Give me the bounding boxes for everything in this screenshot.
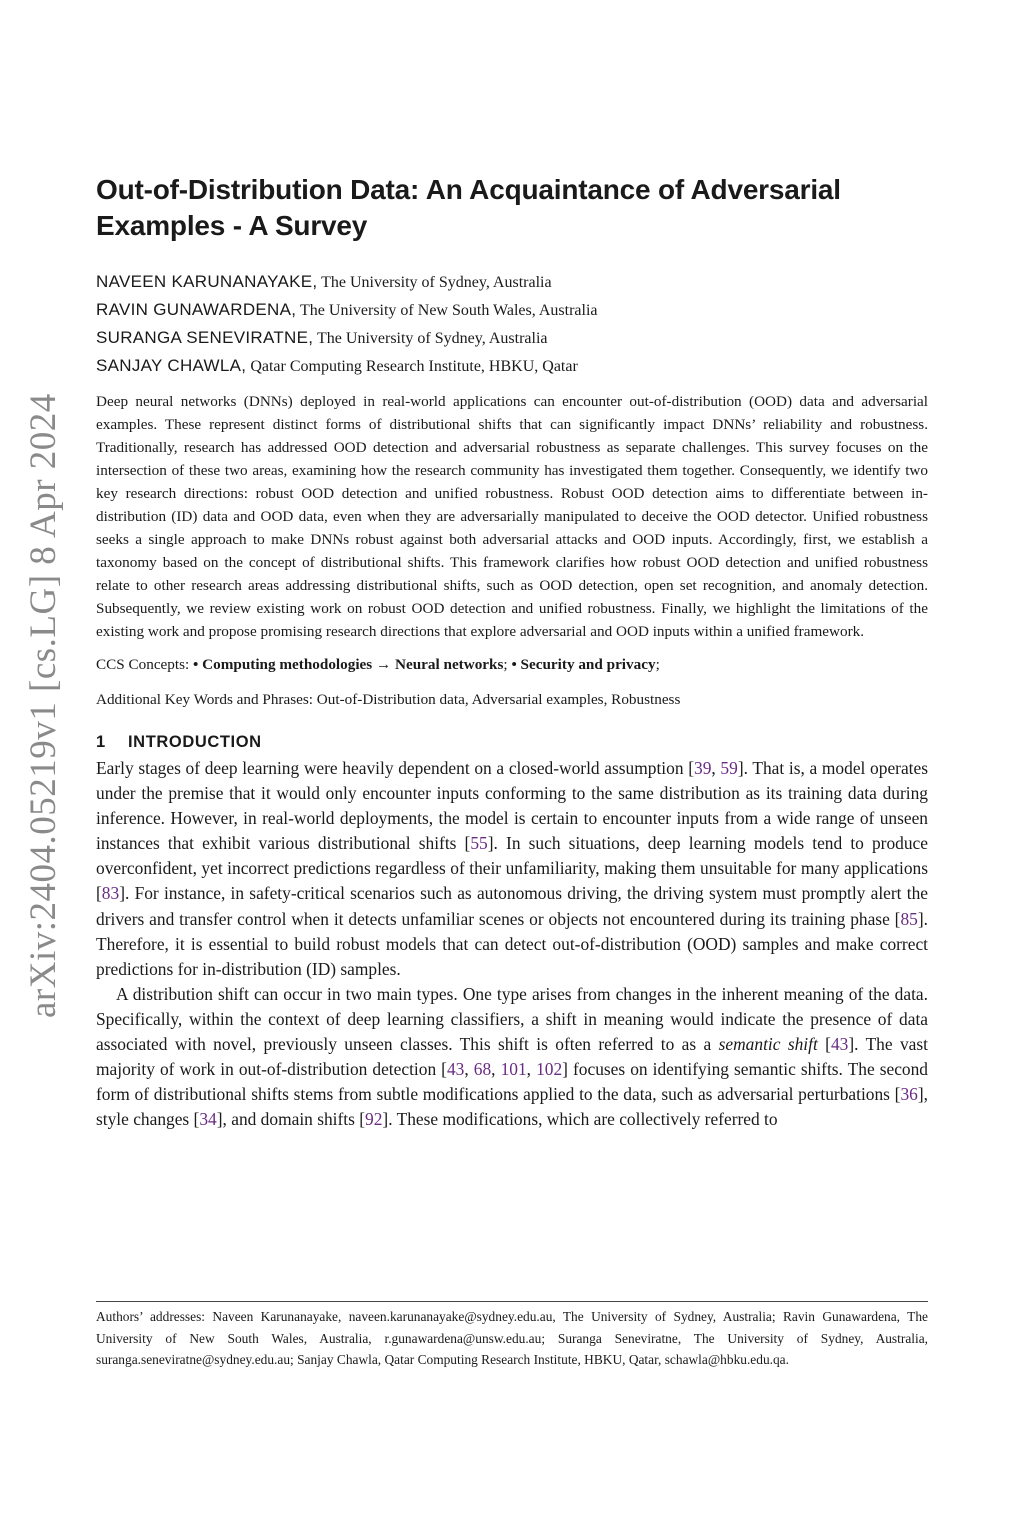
ccs-end: ; [655, 656, 660, 673]
ccs-arrow: → [372, 656, 395, 673]
author-affiliation: The University of New South Wales, Australia [296, 302, 598, 319]
citation-link[interactable]: 85 [900, 908, 918, 929]
author-line [96, 268, 928, 296]
author-line [96, 324, 928, 352]
ccs-concept-neural: Neural networks [394, 656, 504, 673]
citation-link[interactable]: 101 [500, 1059, 527, 1080]
citation-link[interactable]: 43 [446, 1059, 465, 1080]
author-name: NAVEEN KARUNANAYAKE, [96, 272, 318, 291]
ccs-separator: ; [503, 656, 512, 673]
keywords: Additional Key Words and Phrases: Out-of-Distribution data, Adversarial examples, Robustness [96, 691, 681, 708]
citation-link[interactable]: 36 [900, 1084, 918, 1105]
arxiv-identifier-stamp: arXiv:2404.05219v1 [cs.LG] 8 Apr 2024 [23, 393, 64, 1018]
citation-link[interactable]: 55 [470, 833, 488, 854]
author-list [96, 268, 928, 380]
authors-addresses-footnote [96, 1301, 928, 1371]
citation-link[interactable]: 34 [199, 1109, 217, 1130]
author-line [96, 296, 928, 324]
citation-link[interactable]: 102 [536, 1059, 563, 1080]
emphasis-semantic-shift: semantic shift [718, 1034, 818, 1055]
ccs-label: CCS Concepts: [96, 656, 194, 673]
ccs-concepts [96, 653, 928, 676]
author-name: SANJAY CHAWLA, [96, 356, 247, 375]
paragraph: A distribution shift can occur in two main types. One type arises from changes in the inherent meaning of the data. Specifically, within the context of deep learning classifiers, a shift in meaning would indicate the presence of data associated with novel, previously unseen classes. This shift is often referred to as a semantic shift [43]. The vast majority of work in out-of-distribution detection [43, 68, 101, 102] focuses on identifying semantic shifts. The second form of distributional shifts stems from subtle modifications applied to the data, such as adversarial perturbations [36], style changes [34], and domain shifts [92]. These modifications, which are collectively referred to [96, 983, 929, 1130]
citation-link[interactable]: 83 [101, 883, 120, 904]
citation-link[interactable]: 68 [473, 1059, 492, 1080]
section-title: INTRODUCTION [128, 733, 262, 751]
citation-link[interactable]: 59 [720, 758, 738, 778]
citation-link[interactable]: 43 [830, 1034, 849, 1055]
section-number: 1 [96, 733, 106, 751]
paper-page [96, 172, 928, 1132]
paper-title: Out-of-Distribution Data: An Acquaintance of Adversarial Examples - A Survey [96, 174, 841, 241]
author-line [96, 352, 928, 380]
ccs-bullet-computing: • Computing methodologies [193, 656, 373, 673]
section-heading [96, 733, 928, 752]
abstract-text: Deep neural networks (DNNs) deployed in real-world applications can encounter out-of-distribution (OOD) data and adversarial examples. These represent distinct forms of distributional shifts that can significantly impact DNNs’ reliability and robustness. Traditionally, research has addressed OOD detection and adversarial robustness as separate challenges. This survey focuses on the intersection of these two areas, examining how the research community has investigated them together. Consequently, we identify two key research directions: robust OOD detection and unified robustness. Robust OOD detection aims to differentiate between in-distribution (ID) data and OOD data, even when they are adversarially manipulated to deceive the OOD detector. Unified robustness seeks a single approach to make DNNs robust against both adversarial attacks and OOD inputs. Accordingly, first, we establish a taxonomy based on the concept of distributional shifts. This framework clarifies how robust OOD detection and unified robustness relate to other research areas addressing distributional shifts, such as OOD detection, open set recognition, and anomaly detection. Subsequently, we review existing work on robust OOD detection and unified robustness. Finally, we highlight the limitations of the existing work and propose promising research directions that explore adversarial and OOD inputs within a unified framework. [96, 393, 928, 640]
paragraph: Early stages of deep learning were heavily dependent on a closed-world assumption [39, 59]. That is, a model operates under the premise that it would only encounter inputs conforming to the same distribution as its training data during inference. However, in real-world deployments, the model is certain to encounter inputs from a wide range of unseen instances that exhibit various distributional shifts [55]. In such situations, deep learning models tend to produce overconfident, yet incorrect predictions regardless of their unfamiliarity, making them unsuitable for many applications [83]. For instance, in safety-critical scenarios such as autonomous driving, the driving system must promptly alert the drivers and transfer control when it detects unfamiliar scenes or objects not encountered during its training phase [85]. Therefore, it is essential to build robust models that can detect out-of-distribution (OOD) samples and make correct predictions for in-distribution (ID) samples. [96, 758, 928, 979]
author-affiliation: The University of Sydney, Australia [313, 330, 548, 347]
author-name: RAVIN GUNAWARDENA, [96, 300, 297, 319]
footnote-text: Authors’ addresses: Naveen Karunanayake, naveen.karunanayake@sydney.edu.au, The University of Sydney, Australia; Ravin Gunawardena, The University of New South Wales, Australia, r.gunawardena@unsw.edu.au; Suranga Seneviratne, The University of Sydney, Australia, suranga.seneviratne@sydney.edu.au; Sanjay Chawla, Qatar Computing Research Institute, HBKU, Qatar, schawla@hbku.edu.qa. [96, 1309, 928, 1367]
author-affiliation: Qatar Computing Research Institute, HBKU, Qatar [246, 358, 578, 375]
author-affiliation: The University of Sydney, Australia [317, 274, 552, 291]
introduction-body [96, 756, 928, 1132]
author-name: SURANGA SENEVIRATNE, [96, 328, 314, 347]
citation-link[interactable]: 92 [365, 1109, 383, 1130]
abstract [96, 390, 928, 643]
citation-link[interactable]: 39 [694, 758, 712, 778]
ccs-bullet-security: • Security and privacy [511, 656, 656, 673]
